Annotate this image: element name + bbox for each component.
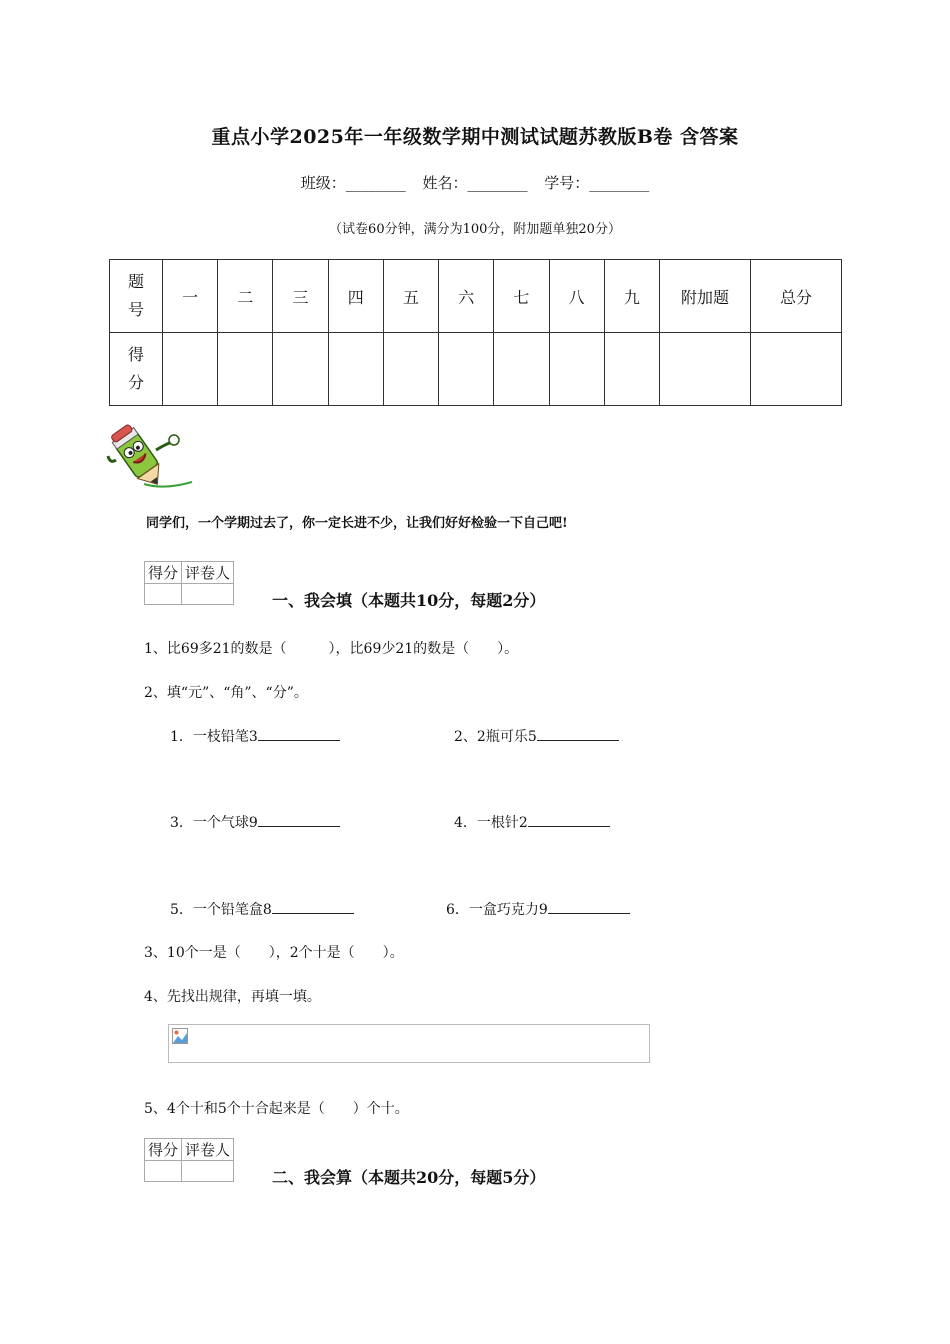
score-cell[interactable] <box>494 333 549 406</box>
header-row-label: 题 号 <box>110 260 163 333</box>
broken-image-icon <box>172 1028 188 1044</box>
score-cell[interactable] <box>549 333 604 406</box>
header-cell: 附加题 <box>660 260 751 333</box>
question-3: 3、10个一是（ ），2个十是（ ）。 <box>144 945 404 961</box>
grader-reviewer-cell[interactable] <box>182 1161 234 1182</box>
score-table <box>109 259 842 406</box>
header-cell: 一 <box>163 260 218 333</box>
score-cell[interactable] <box>439 333 494 406</box>
q2-item-5: 5．一个铅笔盒8 <box>170 899 354 919</box>
score-cell[interactable] <box>751 333 842 406</box>
grader-score-label: 得分 <box>145 562 182 584</box>
question-4: 4、先找出规律，再填一填。 <box>144 989 321 1005</box>
grader-score-label: 得分 <box>145 1139 182 1161</box>
grader-score-cell[interactable] <box>145 584 182 605</box>
score-cell[interactable] <box>383 333 438 406</box>
pencil-mascot-icon <box>104 420 194 492</box>
answer-blank[interactable] <box>548 899 630 914</box>
header-cell: 四 <box>328 260 383 333</box>
grader-box <box>144 561 234 605</box>
grader-reviewer-label: 评卷人 <box>182 562 234 584</box>
question-5: 5、4个十和5个十合起来是（ ）个十。 <box>144 1101 409 1117</box>
header-cell: 八 <box>549 260 604 333</box>
name-field[interactable]: 姓名：________ <box>422 174 528 192</box>
greeting-text: 同学们，一个学期过去了，你一定长进不少，让我们好好检验一下自己吧! <box>146 516 568 531</box>
q2-item-3: 3．一个气球9 <box>170 812 340 832</box>
exam-title: 重点小学2025年一年级数学期中测试试题苏教版B卷 含答案 <box>211 126 739 148</box>
student-info <box>0 172 950 193</box>
answer-blank[interactable] <box>537 726 619 741</box>
section1-title: 一、我会填（本题共10分，每题2分） <box>272 591 546 610</box>
header-cell: 五 <box>383 260 438 333</box>
score-cell[interactable] <box>218 333 273 406</box>
question-2: 2、填“元”、“角”、“分”。 <box>144 685 308 701</box>
header-cell: 六 <box>439 260 494 333</box>
grader-score-cell[interactable] <box>145 1161 182 1182</box>
question-1: 1、比69多21的数是（ ），比69少21的数是（ ）。 <box>144 641 519 657</box>
answer-blank[interactable] <box>258 812 340 827</box>
header-cell: 二 <box>218 260 273 333</box>
q2-item-2: 2、2瓶可乐5 <box>454 726 619 746</box>
q2-item-6: 6．一盒巧克力9 <box>446 899 630 919</box>
q2-item-4: 4．一根针2 <box>454 812 610 832</box>
score-cell[interactable] <box>328 333 383 406</box>
exam-note: （试卷60分钟，满分为100分，附加题单独20分） <box>329 222 621 237</box>
student-id-field[interactable]: 学号：________ <box>544 174 650 192</box>
score-cell[interactable] <box>273 333 328 406</box>
answer-blank[interactable] <box>272 899 354 914</box>
header-cell: 七 <box>494 260 549 333</box>
header-cell: 三 <box>273 260 328 333</box>
score-cell[interactable] <box>604 333 659 406</box>
answer-blank[interactable] <box>528 812 610 827</box>
q2-item-1: 1．一枝铅笔3 <box>170 726 340 746</box>
score-table-score-row <box>110 333 842 406</box>
score-cell[interactable] <box>660 333 751 406</box>
section2-title: 二、我会算（本题共20分，每题5分） <box>272 1168 546 1187</box>
header-cell: 九 <box>604 260 659 333</box>
score-row-label: 得 分 <box>110 333 163 406</box>
score-cell[interactable] <box>163 333 218 406</box>
pattern-image-box <box>168 1024 650 1063</box>
grader-box-2 <box>144 1138 234 1182</box>
class-field[interactable]: 班级：________ <box>300 174 406 192</box>
answer-blank[interactable] <box>258 726 340 741</box>
grader-reviewer-label: 评卷人 <box>182 1139 234 1161</box>
grader-reviewer-cell[interactable] <box>182 584 234 605</box>
score-table-header-row <box>110 260 842 333</box>
header-cell: 总分 <box>751 260 842 333</box>
